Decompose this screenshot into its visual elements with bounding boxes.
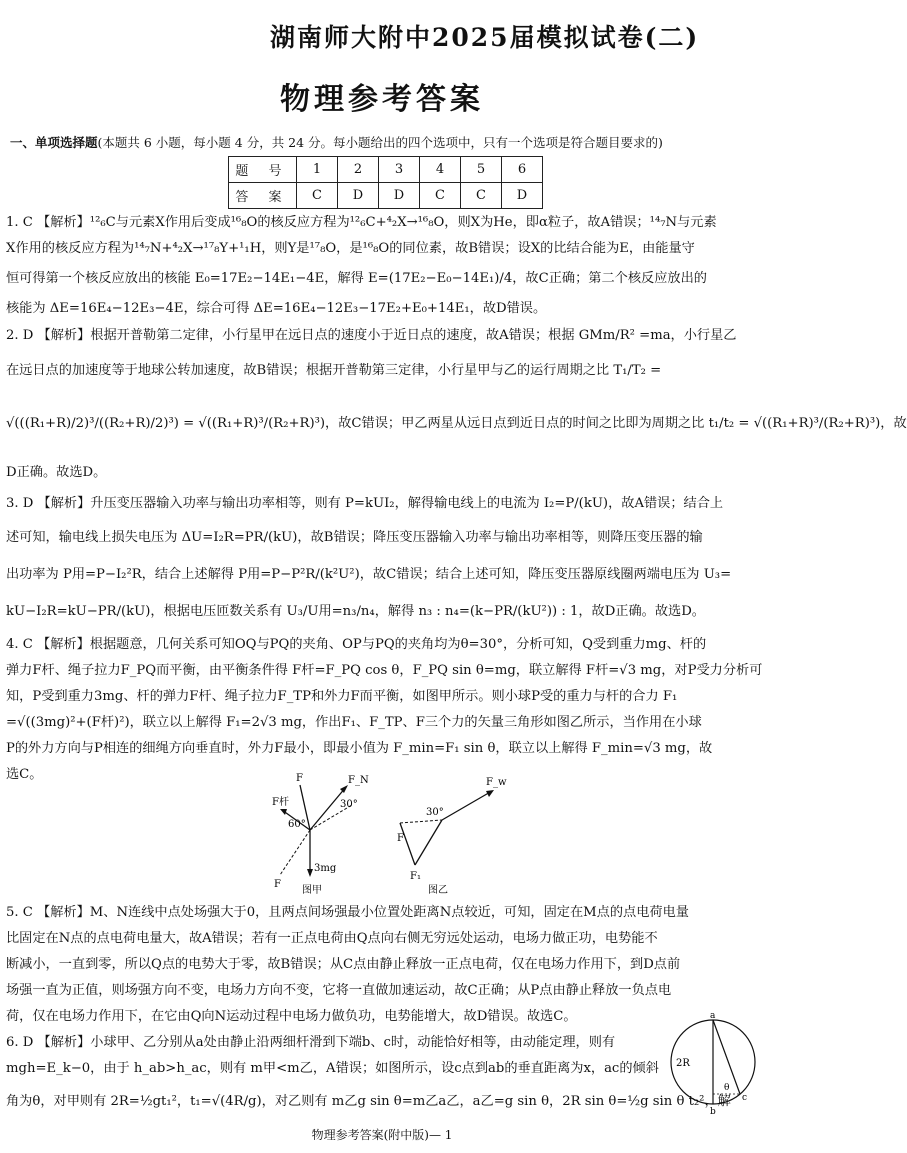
answer-cell: C bbox=[297, 183, 338, 209]
figure-a bbox=[272, 773, 369, 896]
question-number: 5 bbox=[461, 157, 502, 183]
solution-line: P的外力方向与P相连的细绳方向垂直时，外力F最小，即最小值为 F_min=F₁ sin θ，联立以上解得 F_min=√3 mg，故 bbox=[6, 741, 713, 756]
point-b: b bbox=[710, 1107, 716, 1117]
section-heading bbox=[10, 133, 758, 151]
solution-line: 角为θ，对甲则有 2R=½gt₁²，t₁=√(4R/g)，对乙则有 m乙g sin θ=m乙a乙，a乙=g sin θ，2R sin θ=½g sin θ t₂²，解 bbox=[6, 1094, 731, 1109]
reference-line bbox=[280, 830, 310, 875]
answer-table-row-answers bbox=[229, 183, 543, 209]
label-theta: θ bbox=[724, 1083, 730, 1093]
document-title: 物理参考答案 bbox=[280, 82, 484, 117]
solution-q6 bbox=[6, 1030, 731, 1122]
solution-line: X作用的核反应方程为¹⁴₇N+⁴₂X→¹⁷₈Y+¹₁H，则Y是¹⁷₈O，是¹⁶₈O的同位素，故B错误；设X的比结合能为E，由能量守 bbox=[6, 241, 695, 256]
f1-arrow bbox=[400, 823, 415, 865]
solution-line: 弹力F杆、绳子拉力F_PQ而平衡，由平衡条件得 F杆=F_PQ cos θ，F_PQ sin θ=mg，联立解得 F杆=√3 mg，对P受力分析可 bbox=[6, 663, 763, 678]
question-number: 4 bbox=[420, 157, 461, 183]
solution-q3 bbox=[6, 488, 758, 630]
section-description: (本题共 6 小题，每小题 4 分，共 24 分。每小题给出的四个选项中，只有一个选项是符合题目要求的) bbox=[97, 135, 663, 150]
solution-q1 bbox=[6, 210, 758, 322]
solution-q2 bbox=[6, 318, 907, 486]
solution-line: 核能为 ΔE=16E₄−12E₃−4E，综合可得 ΔE=16E₄−12E₃−17E₂+E₀+14E₁，故D错误。 bbox=[6, 301, 547, 316]
label-fw: F_w bbox=[486, 777, 507, 788]
row-label-number: 题 号 bbox=[229, 157, 297, 183]
force-diagrams bbox=[260, 765, 510, 895]
label-angle60: 60° bbox=[288, 819, 306, 830]
reference-line bbox=[400, 820, 442, 823]
solution-line: √(((R₁+R)/2)³/((R₂+R)/2)³) = √((R₁+R)³/(R₂+R)³)，故C错误；甲乙两星从远日点到近日点的时间之比即为周期之比 t₁/t₂ = √((R₁+R)³/(R₂+R)³)，故 bbox=[6, 416, 907, 431]
label-fgan: F杆 bbox=[272, 797, 289, 808]
point-c: c bbox=[742, 1093, 748, 1103]
question-number: 2 bbox=[338, 157, 379, 183]
solution-line: 6. D 【解析】小球甲、乙分别从a处由静止沿两细杆滑到下端b、c时，动能恰好相等，由动能定理，则有 bbox=[6, 1035, 616, 1050]
solution-line: 比固定在N点的点电荷电量大，故A错误；若有一正点电荷由Q点向右侧无穷远处运动，电场力做正功，电势能不 bbox=[6, 931, 658, 946]
solution-line: 恒可得第一个核反应放出的核能 E₀=17E₂−14E₁−4E，解得 E=(17E₂−E₀−14E₁)/4，故C正确；第二个核反应放出的 bbox=[6, 271, 707, 286]
answer-cell: D bbox=[379, 183, 420, 209]
label-f-b: F bbox=[397, 833, 404, 844]
solution-line: =√((3mg)²+(F杆)²)，联立以上解得 F₁=2√3 mg，作出F₁、F_TP、F三个力的矢量三角形如图乙所示，当作用在小球 bbox=[6, 715, 702, 730]
question-number: 6 bbox=[502, 157, 543, 183]
solution-line: 断减小，一直到零，所以Q点的电势大于零，故B错误；从C点由静止释放一正点电荷，仅在电场力作用下，到D点前 bbox=[6, 957, 681, 972]
arrowhead bbox=[280, 809, 287, 815]
solution-line: 1. C 【解析】¹²₆C与元素X作用后变成¹⁶₈O的核反应方程为¹²₆C+⁴₂X→¹⁶₈O，则X为He，即α粒子，故A错误；¹⁴₇N与元素 bbox=[6, 215, 717, 230]
answer-cell: D bbox=[502, 183, 543, 209]
answer-table bbox=[228, 156, 543, 209]
question-number: 3 bbox=[379, 157, 420, 183]
school-title: 湖南师大附中2025届模拟试卷(二) bbox=[270, 23, 700, 52]
label-2r: 2R bbox=[676, 1058, 690, 1069]
solution-line: 场强一直为正值，则场强方向不变，电场力方向不变，它将一直做加速运动，故C正确；从P点由静止释放一负点电 bbox=[6, 983, 672, 998]
label-f: F bbox=[296, 773, 303, 784]
solution-line: D正确。故选D。 bbox=[6, 465, 107, 480]
figure-b bbox=[397, 777, 507, 896]
figure-b-caption: 图乙 bbox=[428, 885, 448, 896]
page-footer: 物理参考答案(附中版)— 1 bbox=[311, 1128, 453, 1142]
solution-line: 在远日点的加速度等于地球公转加速度，故B错误；根据开普勒第三定律，小行星甲与乙的运行周期之比 T₁/T₂ = bbox=[6, 363, 662, 378]
solution-line: 4. C 【解析】根据题意，几何关系可知OQ与PQ的夹角、OP与PQ的夹角均为θ=30°，分析可知，Q受到重力mg、杆的 bbox=[6, 637, 707, 652]
label-angle30-b: 30° bbox=[426, 807, 444, 818]
tp-arrow bbox=[415, 820, 442, 865]
answer-table-row-numbers bbox=[229, 157, 543, 183]
solution-line: 3. D 【解析】升压变压器输入功率与输出功率相等，则有 P=kUI₂，解得输电线上的电流为 I₂=P/(kU)，故A错误；结合上 bbox=[6, 496, 724, 511]
label-fn: F_N bbox=[348, 775, 369, 786]
circle-rods-diagram bbox=[668, 1010, 758, 1115]
answer-cell: C bbox=[420, 183, 461, 209]
solution-q5 bbox=[6, 900, 758, 1030]
point-a: a bbox=[710, 1011, 716, 1021]
solution-line: 出功率为 P用=P−I₂²R，结合上述解得 P用=P−P²R/(k²U²)，故C错误；结合上述可知，降压变压器原线圈两端电压为 U₃= bbox=[6, 567, 732, 582]
solution-line: 荷，仅在电场力作用下，在它由Q向N运动过程中电场力做负功，电势能增大，故D错误。故选C。 bbox=[6, 1009, 577, 1024]
answer-cell: D bbox=[338, 183, 379, 209]
solution-line: 5. C 【解析】M、N连线中点处场强大于0，且两点间场强最小位置处距离N点较近，可知，固定在M点的点电荷电量 bbox=[6, 905, 689, 920]
question-number: 1 bbox=[297, 157, 338, 183]
answer-cell: C bbox=[461, 183, 502, 209]
label-f-bottom: F bbox=[274, 879, 281, 890]
solution-line: 选C。 bbox=[6, 767, 43, 782]
solution-line: 知，P受到重力3mg、杆的弹力F杆、绳子拉力F_TP和外力F而平衡，如图甲所示。则小球P受的重力与杆的合力 F₁ bbox=[6, 689, 678, 704]
solution-line: mgh=E_k−0，由于 h_ab>h_ac，则有 m甲<m乙，A错误；如图所示，设c点到ab的垂直距离为x，ac的倾斜 bbox=[6, 1061, 659, 1076]
label-angle30: 30° bbox=[340, 799, 358, 810]
solution-line: 2. D 【解析】根据开普勒第二定律，小行星甲在远日点的速度小于近日点的速度，故A错误；根据 GMm/R² =ma，小行星乙 bbox=[6, 328, 737, 343]
solution-line: 述可知，输电线上损失电压为 ΔU=I₂R=PR/(kU)，故B错误；降压变压器输入功率与输出功率相等，则降压变压器的输 bbox=[6, 530, 703, 545]
row-label-answer: 答 案 bbox=[229, 183, 297, 209]
section-label: 一、单项选择题 bbox=[10, 135, 98, 150]
arrowhead bbox=[307, 869, 313, 877]
solution-line: kU−I₂R=kU−PR/(kU)，根据电压匝数关系有 U₃/U用=n₃/n₄，解得 n₃ : n₄=(k−PR/(kU²)) : 1，故D正确。故选D。 bbox=[6, 604, 705, 619]
figure-a-caption: 图甲 bbox=[302, 885, 322, 896]
fw-arrow bbox=[442, 791, 492, 820]
label-f1: F₁ bbox=[410, 871, 421, 882]
label-weight: 3mg bbox=[314, 863, 337, 874]
